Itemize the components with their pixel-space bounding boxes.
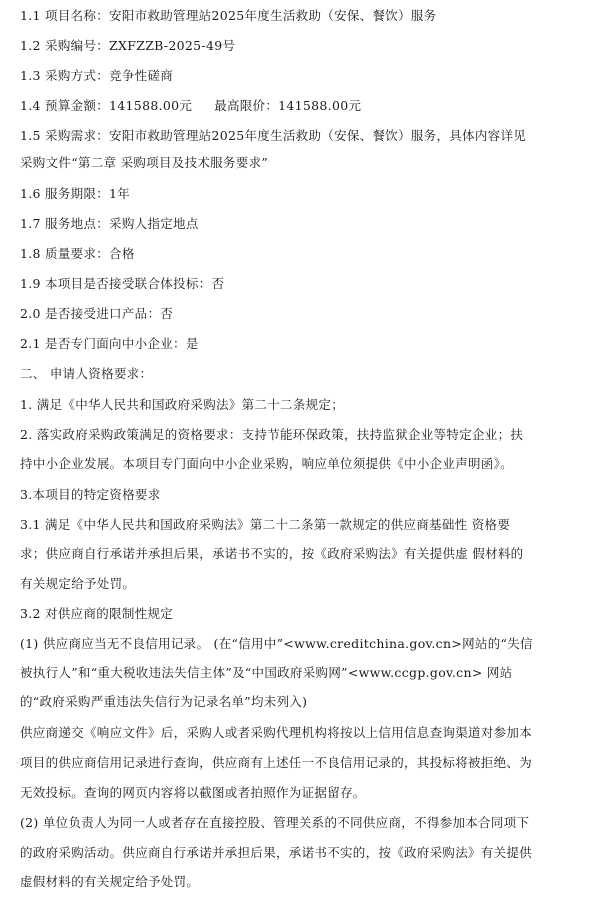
credit-check-line-3: 无效投标。查询的网页内容将以截图或者拍照作为证据留存。 (20, 785, 366, 800)
item-1-5-requirements-line-1: 1.5 采购需求：安阳市救助管理站2025年度生活救助（安保、餐饮）服务，具体内容详见 (20, 128, 527, 143)
item-2-0-imported-products: 2.0 是否接受进口产品：否 (20, 306, 174, 321)
qualification-2-line-1: 2. 落实政府采购政策满足的资格要求：支持节能环保政策，扶持监狱企业等特定企业；扶 (20, 427, 524, 442)
restriction-1-line-1: (1) 供应商应当无不良信用记录。 (在“信用中”<www.creditchina.gov.cn>网站的“失信 (20, 636, 533, 651)
item-1-9-consortium: 1.9 本项目是否接受联合体投标：否 (20, 276, 225, 291)
section-2-heading: 二、 申请人资格要求： (20, 366, 153, 381)
qualification-2-line-2: 持中小企业发展。本项目专门面向中小企业采购，响应单位须提供《中小企业声明函》。 (20, 456, 513, 471)
item-1-1-project-name: 1.1 项目名称：安阳市救助管理站2025年度生活救助（安保、餐饮）服务 (20, 8, 437, 23)
qualification-3-2-heading: 3.2 对供应商的限制性规定 (20, 606, 174, 621)
item-2-1-sme: 2.1 是否专门面向中小企业：是 (20, 336, 199, 351)
qualification-3-1-line-2: 求；供应商自行承诺并承担后果，承诺书不实的，按《政府采购法》有关提供虚 假材料的 (20, 546, 524, 561)
qualification-3-1-line-1: 3.1 满足《中华人民共和国政府采购法》第二十二条第一款规定的供应商基础性 资格要 (20, 517, 511, 532)
qualification-3-1-line-3: 有关规定给予处罚。 (20, 576, 136, 591)
qualification-1: 1. 满足《中华人民共和国政府采购法》第二十二条规定； (20, 397, 345, 412)
item-1-8-quality: 1.8 质量要求：合格 (20, 246, 135, 261)
restriction-2-line-3: 虚假材料的有关规定给予处罚。 (20, 874, 200, 889)
credit-check-line-1: 供应商递交《响应文件》后，采购人或者采购代理机构将按以上信用信息查询渠道对参加本 (20, 725, 533, 740)
max-price: 最高限价：141588.00元 (214, 98, 362, 113)
item-1-4-budget (20, 98, 583, 114)
restriction-1-line-2: 被执行人”和“重大税收违法失信主体”及“中国政府采购网”<www.ccgp.gov.cn> 网站 (20, 665, 513, 680)
qualification-3-heading: 3.本项目的特定资格要求 (20, 487, 161, 502)
credit-check-line-2: 项目的供应商信用记录进行查询，供应商有上述任一不良信用记录的，其投标将被拒绝、为 (20, 755, 533, 770)
item-1-6-service-period: 1.6 服务期限：1年 (20, 186, 131, 201)
item-1-2-procurement-number: 1.2 采购编号：ZXFZZB-2025-49号 (20, 38, 236, 53)
restriction-2-line-2: 的政府采购活动。供应商自行承诺并承担后果，承诺书不实的，按《政府采购法》有关提供 (20, 845, 533, 860)
restriction-2-line-1: (2) 单位负责人为同一人或者存在直接控股、管理关系的不同供应商，不得参加本合同项下 (20, 815, 530, 830)
restriction-1-line-3: 的“政府采购严重违法失信行为记录名单”均未列入) (20, 694, 308, 709)
item-1-3-procurement-method: 1.3 采购方式：竞争性磋商 (20, 68, 174, 83)
item-1-7-service-location: 1.7 服务地点：采购人指定地点 (20, 216, 199, 231)
item-1-5-requirements-line-2: 采购文件“第二章 采购项目及技术服务要求” (20, 155, 269, 170)
budget-amount: 1.4 预算金额：141588.00元 (20, 98, 193, 113)
